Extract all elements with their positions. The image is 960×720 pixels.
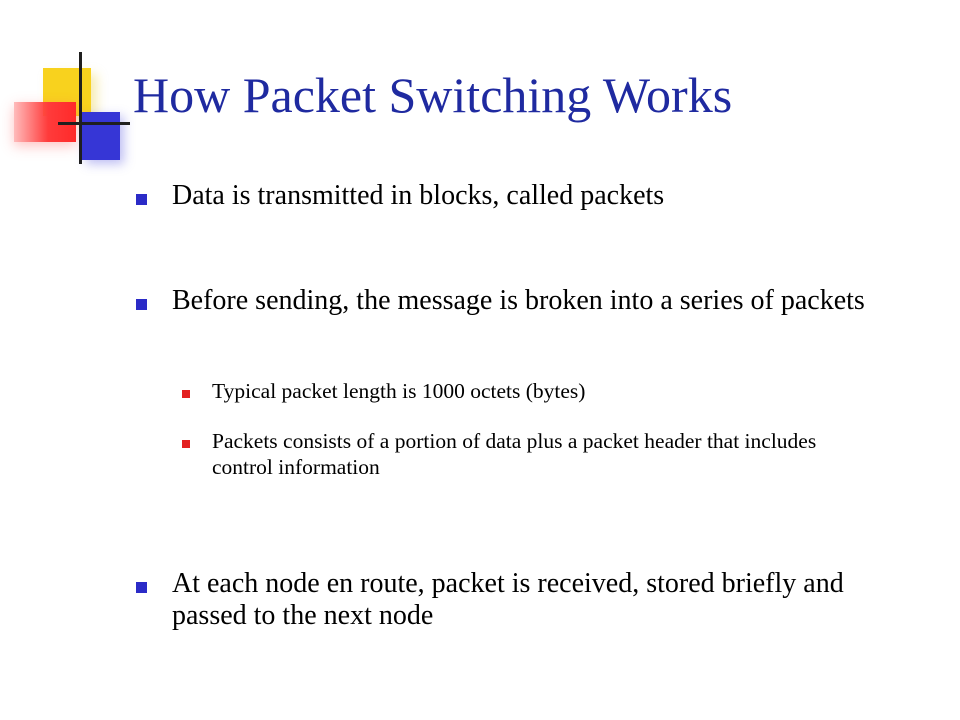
bullet-item	[136, 285, 872, 317]
bullet-item	[136, 568, 912, 633]
square-bullet-icon	[136, 582, 147, 593]
sub-bullet-text: Packets consists of a portion of data plus a packet header that includes control information	[212, 429, 817, 479]
bullet-item	[136, 180, 872, 212]
square-bullet-icon	[182, 440, 190, 448]
bullet-text: At each node en route, packet is received, stored briefly and passed to the next node	[172, 568, 844, 632]
sub-bullet-item	[182, 379, 872, 405]
square-bullet-icon	[136, 299, 147, 310]
square-bullet-icon	[182, 390, 190, 398]
bullet-text: Before sending, the message is broken into a series of packets	[172, 285, 865, 316]
bullet-text: Data is transmitted in blocks, called packets	[172, 180, 665, 211]
sub-bullet-item	[182, 429, 872, 481]
sub-bullet-text: Typical packet length is 1000 octets (bytes)	[212, 379, 586, 403]
square-bullet-icon	[136, 194, 147, 205]
slide-title: How Packet Switching Works	[133, 67, 733, 123]
